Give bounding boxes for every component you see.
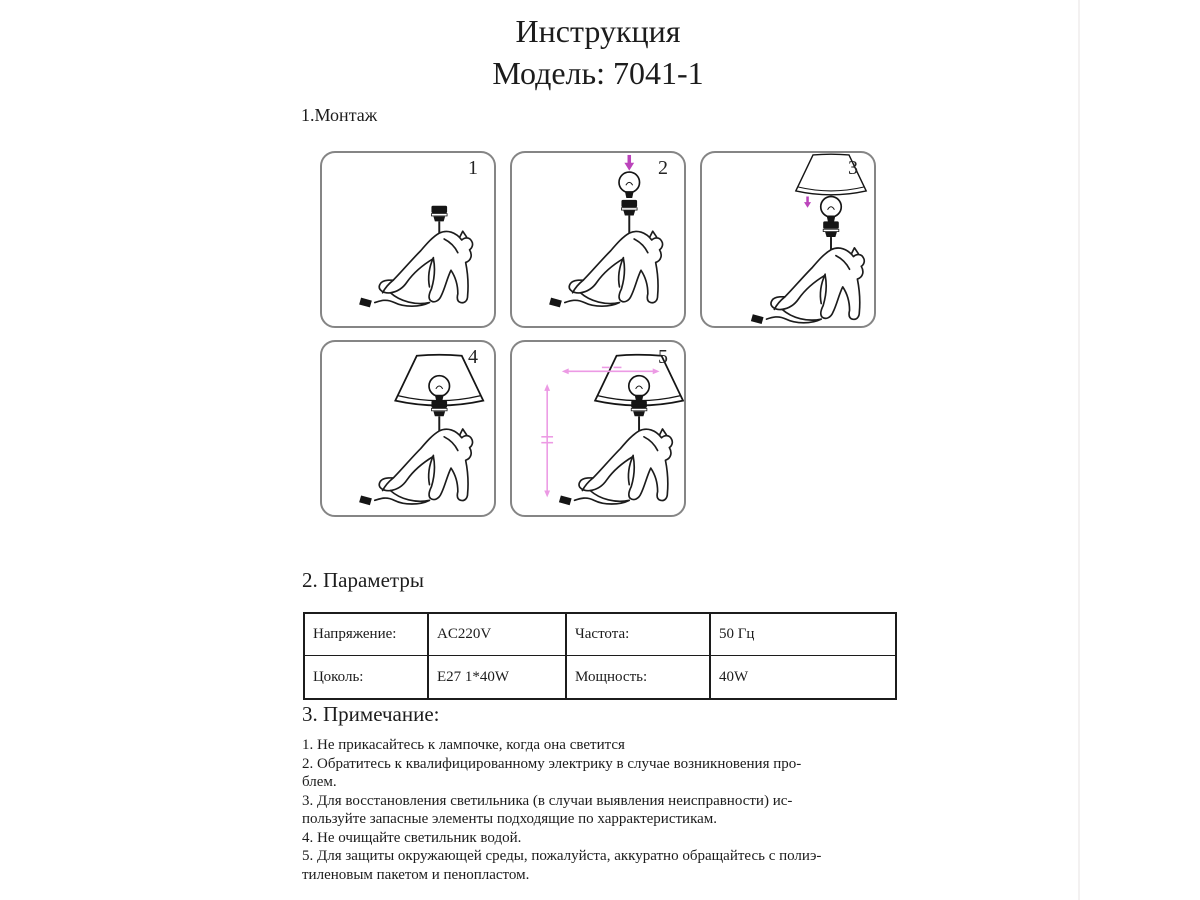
note-line: 2. Обратитесь к квалифицированному электрику в случае возникновения про- [302,755,802,772]
step-number: 5 [658,346,668,368]
page-subtitle: Модель: 7041-1 [492,55,704,91]
notes-section-heading: 3. Примечание: [302,702,440,726]
param-value-frequency: 50 Гц [711,614,895,656]
step-number: 4 [468,346,478,368]
panther-base-drawing [751,248,864,324]
panther-base-drawing [549,231,662,307]
panther-base-drawing [559,429,672,505]
bulb-socket-icon [431,206,447,222]
page-edge-line [1078,0,1080,900]
montage-step-panel-5 [510,340,686,517]
param-label-voltage: Напряжение: [305,614,429,656]
param-label-frequency: Частота: [567,614,711,656]
param-value-voltage: AC220V [429,614,567,656]
montage-step-panel-2 [510,151,686,328]
note-line: 3. Для восстановления светильника (в случаи выявления неисправности) ис- [302,792,793,809]
bulb-socket-icon [823,221,839,237]
page-title: Инструкция [515,13,681,49]
light-bulb-icon [629,376,650,402]
light-bulb-icon [619,172,640,198]
param-label-power: Мощность: [567,656,711,698]
bulb-socket-icon [621,200,637,216]
note-line: блем. [302,774,337,790]
light-bulb-icon [821,197,842,223]
bulb-socket-icon [631,401,647,417]
montage-step-panel-3 [700,151,876,328]
note-line: 5. Для защиты окружающей среды, пожалуйста, аккуратно обращайтесь с полиэ- [302,848,822,864]
notes-list [302,736,902,884]
light-bulb-icon [429,376,450,402]
param-value-power: 40W [719,668,749,685]
step-number: 2 [658,157,668,179]
panther-base-drawing [359,231,472,307]
document-header [300,10,896,94]
note-line: тиленовым пакетом и пенопластом. [302,866,530,883]
montage-step-panel-1 [320,151,496,328]
parameters-table [303,612,897,700]
parameters-section-heading: 2. Параметры [302,568,424,592]
montage-step-panel-4 [320,340,496,517]
step-number: 3 [848,157,858,179]
note-line: пользуйте запасные элементы подходящие по харрактеристикам. [302,811,718,827]
step-number: 1 [468,157,478,179]
montage-section-heading: 1.Монтаж [301,105,378,125]
param-value-base: E27 1*40W [429,656,567,698]
note-line: 4. Не очищайте светильник водой. [302,829,522,846]
panther-base-drawing [359,429,472,505]
insert-direction-arrow-icon [624,155,634,171]
param-label-base: Цоколь: [305,656,429,698]
bulb-socket-icon [431,401,447,417]
note-line: 1. Не прикасайтесь к лампочке, когда она светится [302,737,625,753]
insert-direction-arrow-icon [804,196,811,207]
